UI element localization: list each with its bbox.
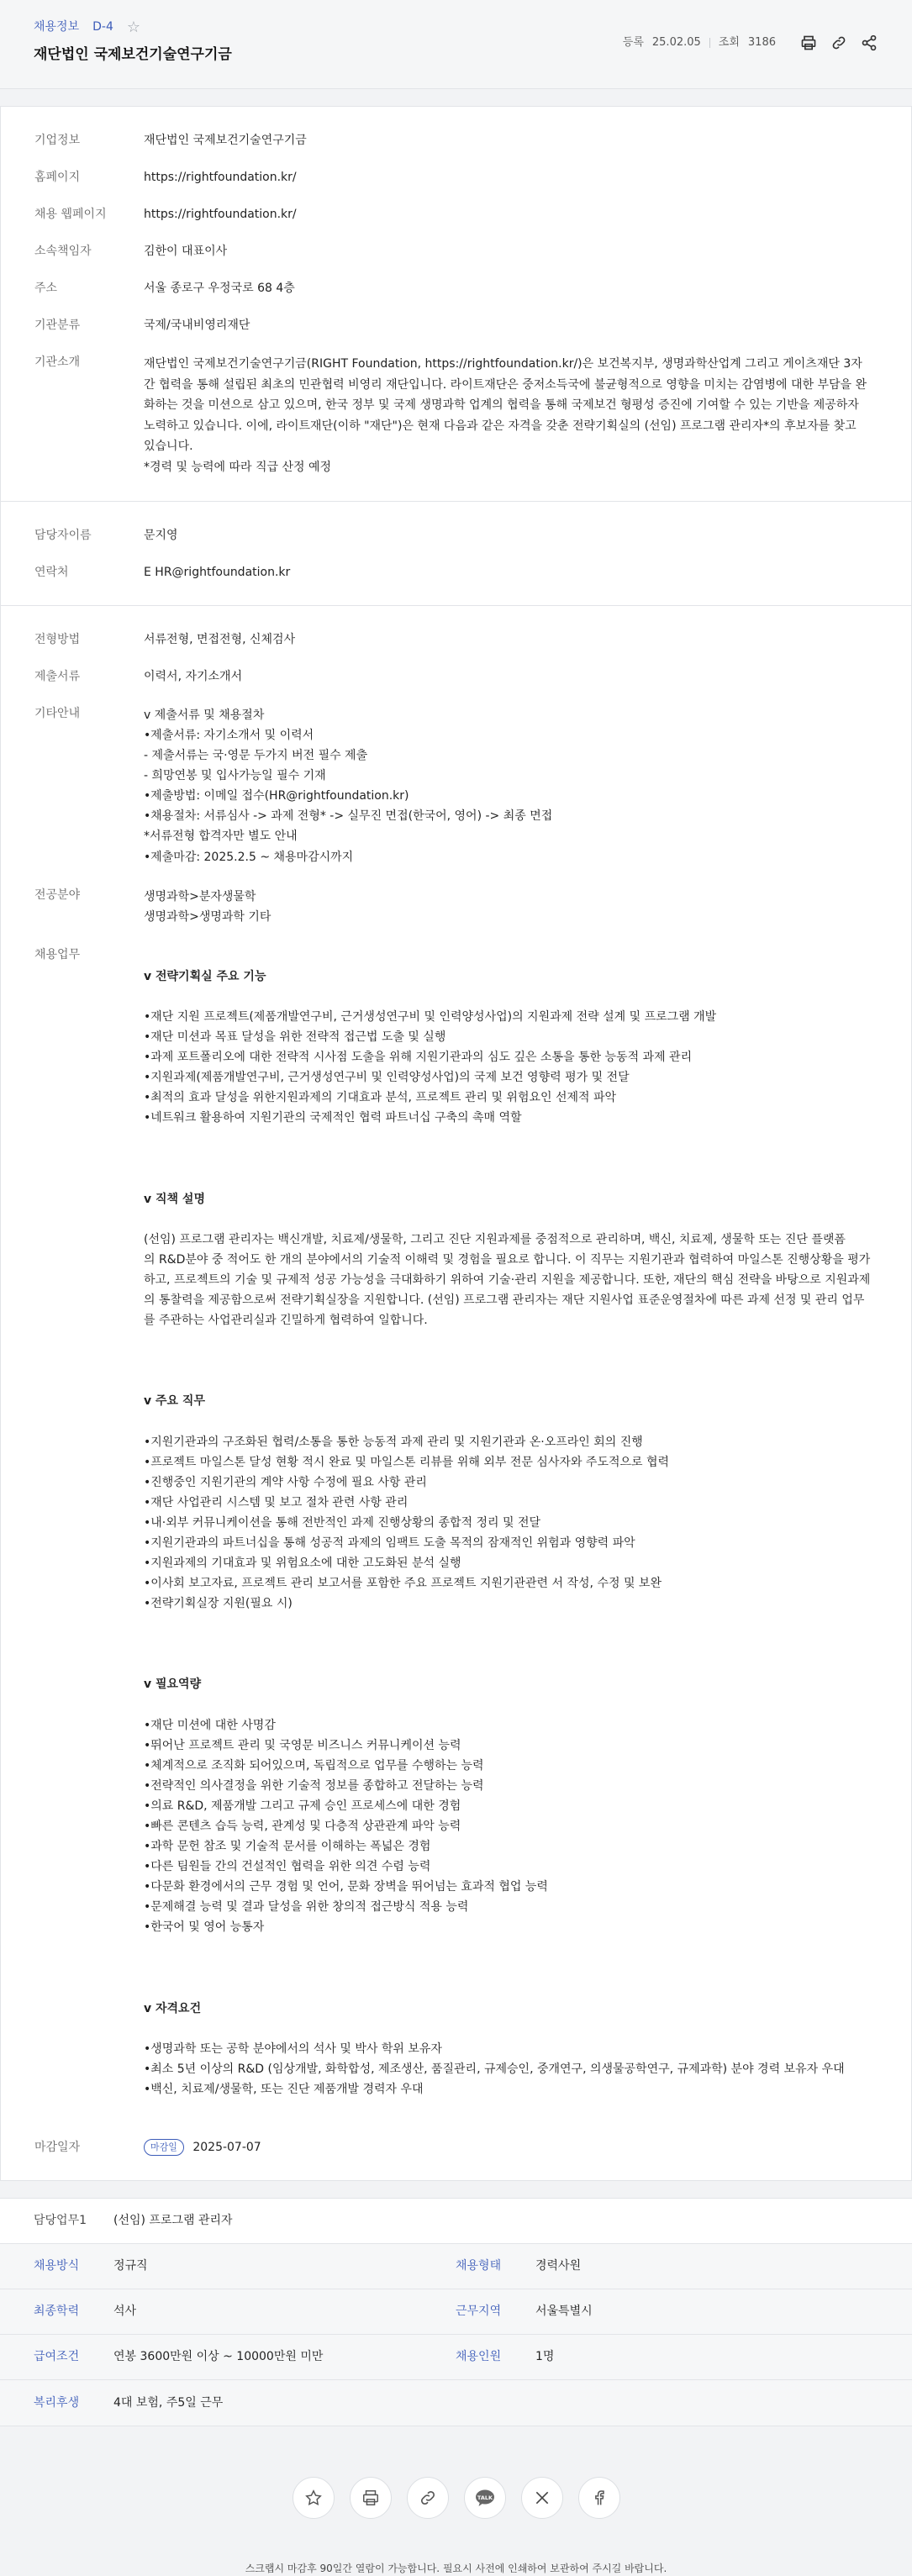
posting-meta	[623, 34, 878, 52]
duty-value	[144, 946, 878, 2120]
reg-label: 등록	[622, 36, 644, 50]
print-icon[interactable]	[799, 34, 818, 52]
hire-form-label: 채용형태	[456, 2259, 502, 2273]
link-icon	[419, 2489, 437, 2507]
address-label: 주소	[34, 282, 58, 295]
ceo-label: 소속책임자	[34, 245, 92, 258]
category-link[interactable]: 채용정보	[34, 20, 80, 34]
talk-label: TALK	[477, 2494, 493, 2501]
summary-duty-value: (선임) 프로그램 관리자	[113, 2214, 233, 2227]
company-info-section	[1, 107, 911, 502]
education-value: 석사	[113, 2305, 137, 2318]
duty-body-competency: •재단 미션에 대한 사명감 •뛰어난 프로젝트 관리 및 국영문 비즈니스 커뮤니케이션 능력 •체계적으로 조직화 되어있으며, 독립적으로 업무를 수행하는 능력 •전략적인 의사결정을 위한 기술적 정보를 종합하고 전달하는 능력 •의료 R&D, 제품개발 그리고 규제 승인 프로세스에 대한 경험 •빠른 콘텐츠 습득 능력, 관계성 및 다층적 상관관계 파악 능력 •과학 문헌 참조 및 기술적 문서를 이해하는 폭넓은 경험 •다른 팀원들 간의 건설적인 협력을 위한 의견 수렴 능력 •다문화 환경에서의 근무 경험 및 언어, 문화 장벽을 뛰어넘는 효과적 협업 능력 •문제해결 능력 및 결과 달성을 위한 창의적 접근방식 적용 능력 •한국어 및 영어 능통자	[144, 1718, 548, 1935]
duty-body-functions: •재단 지원 프로젝트(제품개발연구비, 근거생성연구비 및 인력양성사업)의 지원과제 전략 설계 및 프로그램 개발 •재단 미션과 목표 달성을 위한 전략적 접근법 도출 및 실행 •과제 포트폴리오에 대한 전략적 시사점 도출을 위해 지원기관과의 심도 깊은 소통을 통한 능동적 과제 관리 •지원과제(제품개발연구비, 근거생성연구비 및 인력양성사업)의 국제 보건 영향력 평가 및 전달 •최적의 효과 달성을 위한지원과제의 기대효과 분석, 프로젝트 관리 및 위험요인 선제적 파악 •네트워크 활용하여 지원기관의 국제적인 협력 파트너십 구축의 촉매 역할	[144, 1010, 717, 1125]
method-label: 전형방법	[34, 633, 81, 646]
summary-duty-label: 담당업무1	[34, 2214, 87, 2227]
summary-row	[0, 2244, 912, 2289]
intro-value: 재단법인 국제보건기술연구기금(RIGHT Foundation, https://rightfoundation.kr/)은 보건복지부, 생명과학산업계 그리고 게이츠재단 3자 간 협력을 통해 설립된 최초의 민관협력 비영리 재단입니다. 라이트재단은 중저소득국에 불균형적으로 영향을 미치는 감염병에 대한 부담을 완 화하는 것을 미션으로 삼고 있으며, 한국 정부 및 국제 생명과학 업계의 협력을 통해 국제보건 형평성 증진에 기여할 수 있는 기반을 제공하자 노력하고 있습니다. 이에, 라이트재단(이하 "재단")은 현재 다음과 같은 자격을 갖춘 전략기획실의 (선임) 프로그램 관리자*의 후보자를 찾고 있습니다. *경력 및 능력에 따라 직급 산정 예정	[144, 357, 867, 474]
contact-label: 연락처	[34, 566, 69, 579]
duty-heading-role: v 직책 설명	[144, 1192, 205, 1206]
summary-row	[0, 2380, 912, 2426]
duty-heading-functions: v 전략기획실 주요 기능	[144, 969, 266, 983]
print-button[interactable]	[350, 2477, 392, 2519]
contact-value: E HR@rightfoundation.kr	[144, 566, 291, 579]
spacer	[144, 1634, 878, 1654]
spacer	[144, 1957, 878, 1978]
deadline-value: 2025-07-07	[192, 2141, 261, 2154]
summary-row	[0, 2335, 912, 2380]
homepage-link[interactable]: https://rightfoundation.kr/	[144, 171, 297, 184]
deadline-label: 마감일자	[34, 2141, 81, 2154]
share-bar	[0, 2477, 912, 2519]
homepage-label: 홈페이지	[34, 171, 81, 184]
views-count: 3186	[747, 36, 776, 50]
kakaotalk-share-button[interactable]	[464, 2477, 506, 2519]
manager-label: 담당자이름	[34, 529, 92, 542]
welfare-value: 4대 보험, 주5일 근무	[113, 2395, 224, 2410]
x-share-button[interactable]	[521, 2477, 563, 2519]
salary-label: 급여조건	[34, 2350, 80, 2363]
org-type-value: 국제/국내비영리재단	[144, 319, 250, 332]
contact-section	[1, 502, 911, 606]
facebook-share-button[interactable]	[578, 2477, 620, 2519]
headcount-value: 1명	[535, 2350, 555, 2363]
duty-label: 채용업무	[34, 947, 81, 961]
docs-label: 제출서류	[34, 670, 81, 683]
deadline-badge: 마감일	[144, 2139, 184, 2156]
education-label: 최종학력	[34, 2305, 80, 2318]
star-icon	[304, 2489, 323, 2507]
spacer	[144, 1351, 878, 1371]
summary-table	[0, 2198, 912, 2426]
address-value: 서울 종로구 우정국로 68 4층	[144, 282, 295, 295]
kakaotalk-icon	[474, 2488, 496, 2508]
region-value: 서울특별시	[535, 2305, 593, 2318]
etc-value: v 제출서류 및 채용절차 •제출서류: 자기소개서 및 이력서 - 제출서류는 국·영문 두가지 버전 필수 제출 - 희망연봉 및 입사가능일 필수 기재 •제출방법: 이메일 접수(HR@rightfoundation.kr) •채용절차: 서류심사 -> 과제 전형* -> 실무진 면접(한국어, 영어) -> 최종 면접 *서류전형 합격자만 별도 안내 •제출마감: 2025.2.5 ~ 채용마감시까지	[144, 709, 553, 864]
etc-label: 기타안내	[34, 707, 81, 720]
footer-notice: 스크랩시 마감후 90일간 열람이 가능합니다. 필요시 사전에 인쇄하여 보관하여 주시길 바랍니다.	[245, 2563, 667, 2574]
star-icon[interactable]: ☆	[126, 18, 140, 36]
facebook-icon	[591, 2489, 608, 2507]
x-icon	[534, 2489, 551, 2506]
hire-method-value: 정규직	[113, 2259, 148, 2273]
posting-detail-card	[0, 106, 912, 2181]
headcount-label: 채용인원	[456, 2350, 502, 2363]
spacer	[144, 1149, 878, 1169]
duty-body-qualification: •생명과학 또는 공학 분야에서의 석사 및 박사 학위 보유자 •최소 5년 이상의 R&D (임상개발, 화학합성, 제조생산, 품질관리, 규제승인, 중개연구, 의생물공학연구, 규제과학) 분야 경력 보유자 우대 •백신, 치료제/생물학, 또는 진단 제품개발 경력자 우대	[144, 2041, 845, 2096]
duty-heading-tasks: v 주요 직무	[144, 1394, 205, 1409]
docs-value: 이력서, 자기소개서	[144, 670, 243, 683]
duty-body-tasks: •지원기관과의 구조화된 협력/소통을 통한 능동적 과제 관리 및 지원기관과 온·오프라인 회의 진행 •프로젝트 마일스톤 달성 현황 적시 완료 및 마일스톤 리뷰를 위해 외부 전문 심사자와 주도적으로 협력 •진행중인 지원기관의 계약 사항 수정에 필요 사항 관리 •재단 사업관리 시스템 및 보고 절차 관련 사항 관리 •내·외부 커뮤니케이션을 통해 전반적인 과제 진행상황의 종합적 정리 및 전달 •지원기관과의 파트너십을 통해 성공적 과제의 임팩트 도출 목적의 잠재적인 위험과 영향력 파악 •지원과제의 기대효과 및 위험요소에 대한 고도화된 분석 실행 •이사회 보고자료, 프로젝트 관리 보고서를 포함한 주요 프로젝트 지원기관관련 서 작성, 수정 및 보완 •전략기획실장 지원(필요 시)	[144, 1435, 670, 1611]
org-type-label: 기관분류	[34, 319, 81, 332]
major-label: 전공분야	[34, 888, 81, 902]
summary-row	[0, 2289, 912, 2335]
manager-value: 문지영	[144, 529, 178, 542]
hire-method-label: 채용방식	[34, 2259, 80, 2273]
dday-label: D-4	[92, 20, 113, 34]
method-value: 서류전형, 면접전형, 신체검사	[144, 633, 296, 646]
scrap-button[interactable]	[293, 2477, 335, 2519]
hire-form-value: 경력사원	[535, 2259, 582, 2273]
summary-row	[0, 2199, 912, 2244]
posting-header	[0, 0, 912, 89]
recruit-page-label: 채용 웹페이지	[34, 208, 107, 221]
print-icon	[361, 2489, 380, 2507]
ceo-value: 김한이 대표이사	[144, 245, 228, 258]
page-title: 재단법인 국제보건기술연구기금	[34, 46, 232, 63]
major-value: 생명과학>분자생물학 생명과학>생명과학 기타	[144, 889, 271, 924]
company-label: 기업정보	[34, 134, 81, 147]
link-icon[interactable]	[830, 34, 848, 52]
welfare-label: 복리후생	[34, 2395, 80, 2410]
duty-body-role: (선임) 프로그램 관리자는 백신개발, 치료제/생물학, 그리고 진단 지원과제를 중점적으로 관리하며, 백신, 치료제, 생물학 또는 진단 플랫폼 의 R&D분야 중 적어도 한 개의 분야에서의 기술적 이해력 및 경험을 필요로 합니다. 이 직무는 지원기관과 협력하여 마일스톤 진행상황을 평가 하고, 프로젝트의 기술 및 규제적 성공 가능성을 극대화하기 위하여 기술·관리 지원을 제공합니다. 또한, 재단의 핵심 전략을 바탕으로 지원과제 의 통찰력을 제공함으로써 전략기획실장을 지원합니다. (선임) 프로그램 관리자는 재단 지원사업 표준운영절차에 따른 과제 선정 및 관리 업무 를 주관하는 사업관리실과 긴밀하게 협력하여 일합니다.	[144, 1232, 871, 1328]
recruit-page-link[interactable]: https://rightfoundation.kr/	[144, 208, 297, 221]
deadline-value-wrap	[144, 2139, 878, 2157]
meta-divider	[709, 38, 710, 48]
company-value: 재단법인 국제보건기술연구기금	[144, 134, 307, 147]
region-label: 근무지역	[456, 2305, 502, 2318]
views-label: 조회	[718, 36, 740, 50]
copy-link-button[interactable]	[407, 2477, 449, 2519]
reg-date: 25.02.05	[651, 36, 701, 50]
duty-heading-qualification: v 자격요건	[144, 2001, 202, 2015]
salary-value: 연봉 3600만원 이상 ~ 10000만원 미만	[113, 2350, 324, 2363]
duty-heading-competency: v 필요역량	[144, 1678, 202, 1692]
share-icon[interactable]	[860, 34, 878, 52]
process-section	[1, 606, 911, 2180]
intro-label: 기관소개	[34, 356, 81, 369]
